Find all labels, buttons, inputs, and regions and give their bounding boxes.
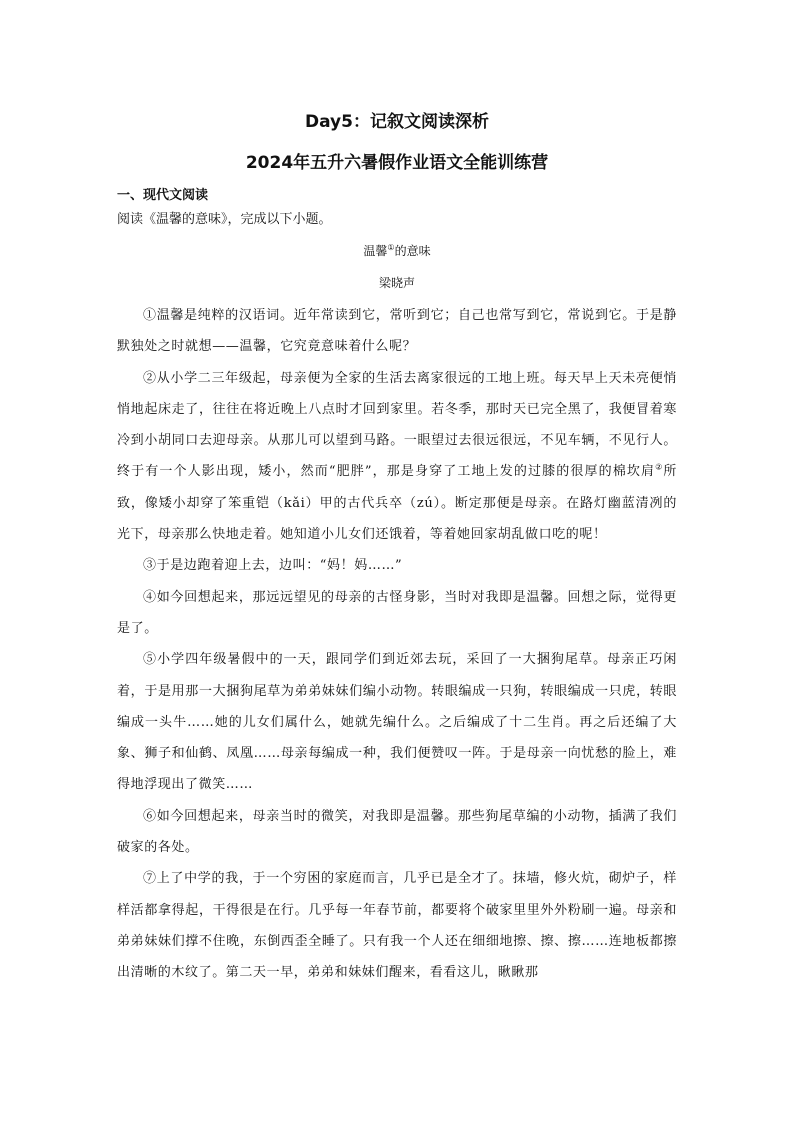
section-heading: 一、现代文阅读	[117, 188, 209, 203]
article-title-text-end: 的意味	[394, 244, 431, 258]
paragraph-1: ①温馨是纯粹的汉语词。近年常读到它，常听到它；自己也常写到它，常说到它。于是静默独处之时就想——温馨，它究竟意味着什么呢？	[117, 308, 677, 355]
document-title: Day5：记叙文阅读深析	[305, 112, 489, 132]
paragraph-2	[117, 363, 677, 551]
footnote-marker: ①	[387, 243, 395, 252]
paragraph-5: ⑤小学四年级暑假中的一天，跟同学们到近郊去玩，采回了一大捆狗尾草。母亲正巧闲着，于是用那一大捆狗尾草为弟弟妹妹们编小动物。转眼编成一只狗，转眼编成一只虎，转眼编成一头牛……她的儿女们属什么，她就先编什么。之后编成了十二生肖。再之后还编了大象、狮子和仙鹤、凤凰……母亲每编成一种，我们便赞叹一阵。于是母亲一向忧愁的脸上，难得地浮现出了微笑……	[117, 652, 677, 793]
article-title	[0, 242, 794, 259]
paragraph-6: ⑥如今回想起来，母亲当时的微笑，对我即是温馨。那些狗尾草编的小动物，插满了我们破家的各处。	[117, 808, 677, 856]
footnote-marker: ②	[655, 463, 664, 473]
article-body	[117, 300, 677, 989]
article-author: 梁晓声	[378, 276, 415, 290]
instruction-text: 阅读《温馨的意味》，完成以下小题。	[117, 212, 332, 227]
document-subtitle: 2024年五升六暑假作业语文全能训练营	[245, 153, 549, 173]
paragraph-3: ③于是边跑着迎上去，边叫：“妈！妈……”	[143, 558, 403, 574]
paragraph-2-text-end: 所致，像矮小却穿了笨重铠（kǎi）甲的古代兵卒（zú）。断定那便是母亲。在路灯幽蓝清冽的光下，母亲那么快地走着。她知道小儿女们还饿着，等着她回家胡乱做口吃的呢！	[117, 464, 677, 543]
article-title-text: 温馨	[363, 244, 388, 258]
paragraph-7: ⑦上了中学的我，于一个穷困的家庭而言，几乎已是全才了。抹墙，修火炕，砌炉子，样样活都拿得起，干得很是在行。几乎每一年春节前，都要将个破家里里外外粉刷一遍。母亲和弟弟妹妹们撑不住晚，东倒西歪全睡了。只有我一个人还在细细地擦、擦、擦……连地板都擦出清晰的木纹了。第二天一早，弟弟和妹妹们醒来，看看这儿，瞅瞅那	[117, 871, 677, 981]
paragraph-4: ④如今回想起来，那远远望见的母亲的古怪身影，当时对我即是温馨。回想之际，觉得更是了。	[117, 589, 677, 636]
paragraph-2-text: ②从小学二三年级起，母亲便为全家的生活去离家很远的工地上班。每天早上天未亮便悄悄地起床走了，往往在将近晚上八点时才回到家里。若冬季，那时天已完全黑了，我便冒着寒冷到小胡同口去迎母亲。从那儿可以望到马路。一眼望过去很远很远，不见车辆，不见行人。终于有一个人影出现，矮小，然而“肥胖”，那是身穿了工地上发的过膝的很厚的棉坎肩	[117, 370, 677, 480]
